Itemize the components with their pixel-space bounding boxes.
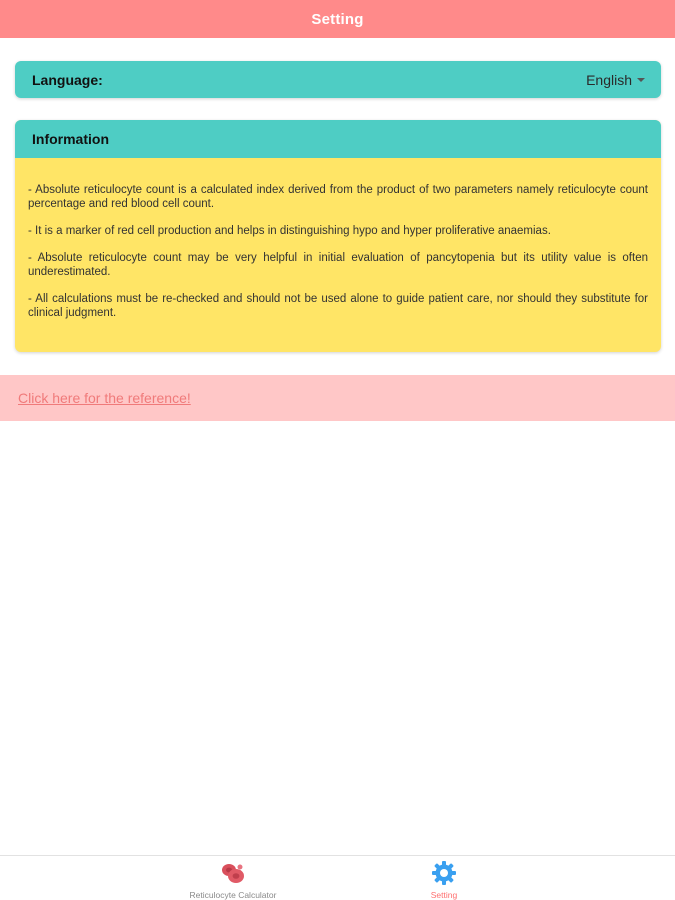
- info-paragraph: - Absolute reticulocyte count is a calculated index derived from the product of two parameters namely reticulocyte count percentage and red blood cell count.: [28, 184, 648, 210]
- language-row: [15, 61, 661, 98]
- page-title: Setting: [311, 10, 364, 28]
- information-header: [15, 120, 661, 158]
- information-title: Information: [32, 131, 109, 147]
- information-card: [15, 120, 661, 352]
- reference-link[interactable]: Click here for the reference!: [18, 390, 191, 406]
- tab-bar: [0, 855, 675, 900]
- info-paragraph: - It is a marker of red cell production and helps in distinguishing hypo and hyper proliferative anaemias.: [28, 225, 551, 237]
- tab-reticulocyte-calculator[interactable]: [178, 860, 288, 900]
- header-bar: [0, 0, 675, 38]
- language-label: Language:: [32, 71, 103, 88]
- tab-setting[interactable]: [414, 860, 474, 900]
- tab-label: Setting: [430, 890, 458, 900]
- gear-icon: [431, 860, 457, 886]
- chevron-down-icon: [637, 78, 645, 82]
- info-paragraph: - All calculations must be re-checked and should not be used alone to guide patient care, nor should they substitute for clinical judgment.: [28, 293, 648, 319]
- language-select[interactable]: [586, 72, 645, 88]
- information-body: [15, 158, 661, 320]
- reference-bar: [0, 375, 675, 421]
- blood-cells-icon: [220, 860, 246, 886]
- language-value: English: [586, 71, 632, 88]
- info-paragraph: - Absolute reticulocyte count may be very helpful in initial evaluation of pancytopenia but its utility value is often underestimated.: [28, 252, 648, 278]
- tab-label: Reticulocyte Calculator: [189, 890, 277, 900]
